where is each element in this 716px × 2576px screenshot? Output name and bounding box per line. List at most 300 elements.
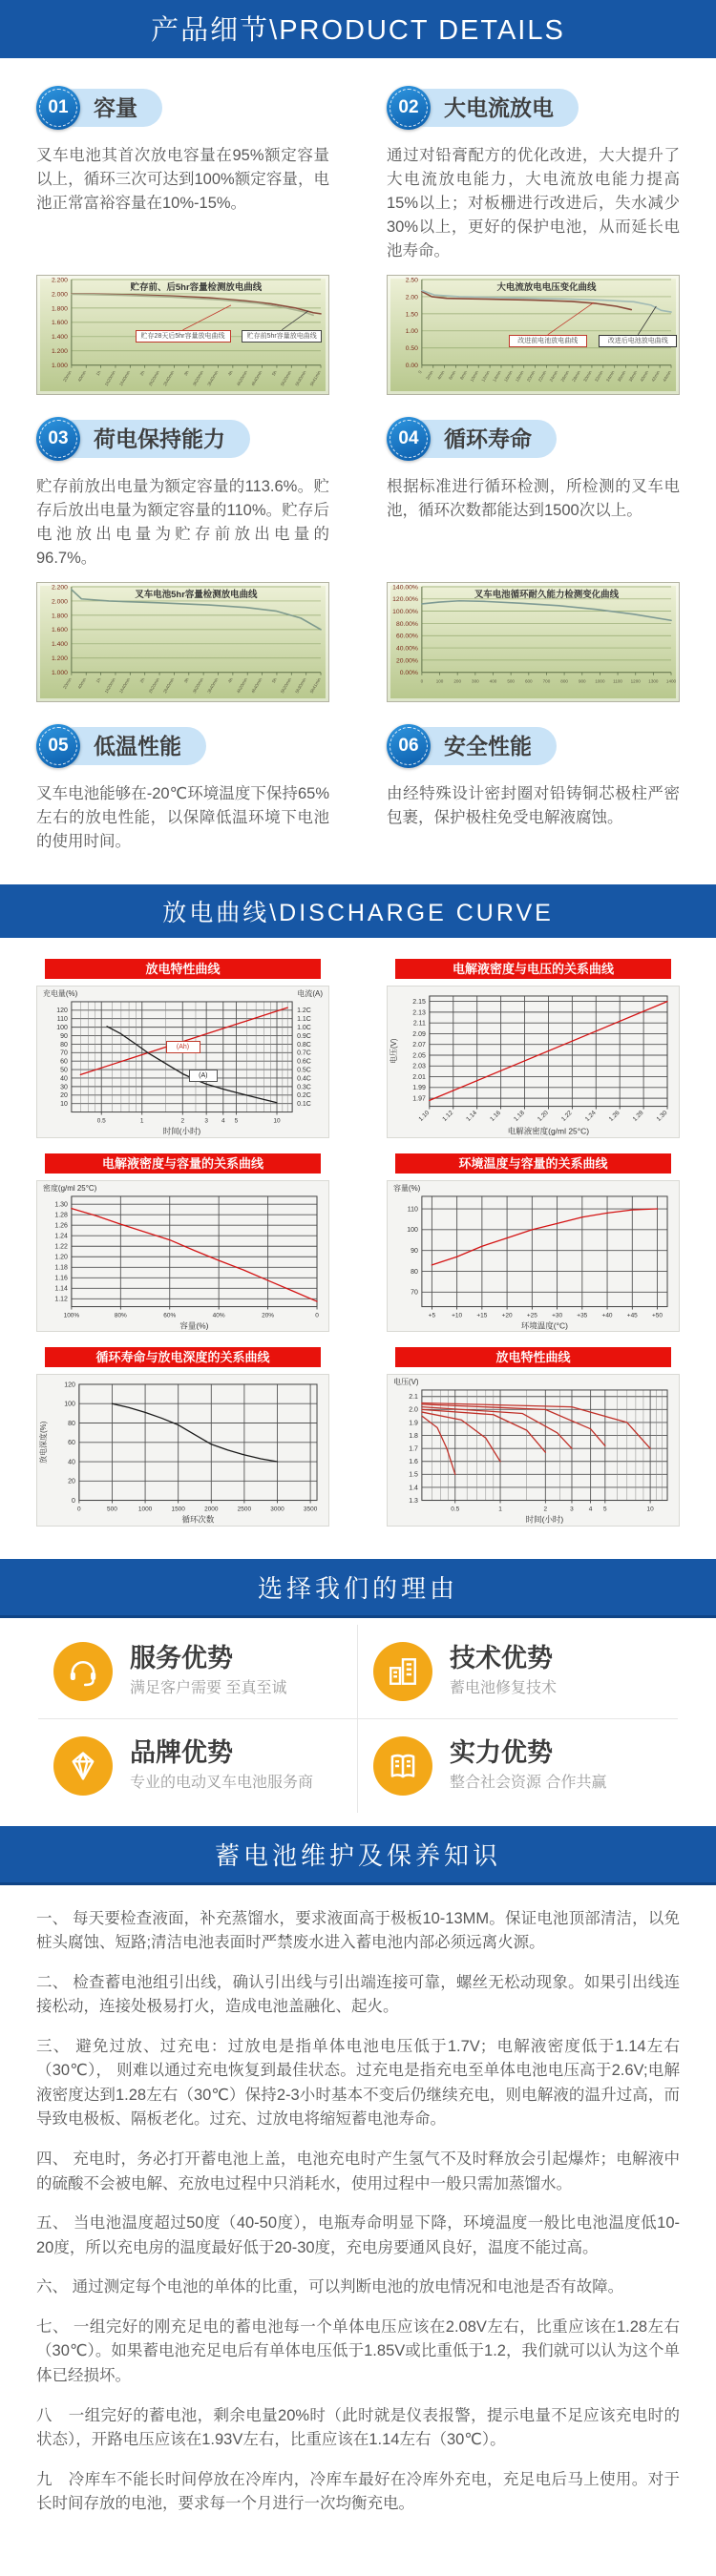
feature-number: 05 (48, 735, 69, 756)
svg-text:42min: 42min (650, 370, 662, 384)
chart-annotation: (Ah) (166, 1041, 200, 1053)
features-section (0, 58, 716, 884)
svg-text:密度(g/ml 25°C): 密度(g/ml 25°C) (42, 1183, 97, 1193)
chart-title-bar: 放电特性曲线 (45, 959, 321, 979)
feature-chart-slot (36, 275, 329, 403)
svg-text:1.22: 1.22 (54, 1243, 68, 1251)
advantage-title: 实力优势 (450, 1737, 553, 1767)
svg-text:5h20min: 5h20min (280, 676, 293, 695)
feature-description: 通过对铅膏配方的优化改进，大大提升了大电流放电能力，大电流放电能力提高15%以上；对板栅进行改进后，失水减少30%以上，更好的保护电池，从而延长电池寿命。 (387, 147, 680, 260)
svg-text:0.5: 0.5 (96, 1117, 106, 1125)
svg-text:800: 800 (560, 678, 568, 684)
svg-text:140.00%: 140.00% (392, 584, 418, 592)
svg-text:2.000: 2.000 (51, 291, 68, 299)
svg-text:4: 4 (588, 1506, 593, 1513)
discharge-chart-slot (36, 1374, 329, 1526)
svg-text:2.200: 2.200 (51, 277, 68, 284)
svg-text:0.00: 0.00 (405, 363, 418, 370)
feature-card (387, 710, 680, 865)
svg-text:3h40min: 3h40min (206, 676, 220, 695)
svg-text:2h40min: 2h40min (162, 676, 176, 695)
svg-text:2.05: 2.05 (412, 1052, 426, 1060)
svg-text:5h: 5h (270, 370, 278, 377)
chart-title-bar: 电解液密度与容量的关系曲线 (45, 1153, 321, 1174)
svg-text:3500: 3500 (303, 1506, 318, 1513)
svg-text:放电深度(%): 放电深度(%) (38, 1421, 48, 1464)
svg-text:18min: 18min (515, 370, 525, 384)
svg-text:0.3C: 0.3C (297, 1084, 311, 1091)
svg-text:电流(A): 电流(A) (297, 989, 324, 999)
svg-text:0.6C: 0.6C (297, 1058, 311, 1066)
feature-number: 03 (48, 427, 69, 448)
maintenance-item: 六、 通过测定每个电池的单体的比重，可以判断电池的放电情况和电池是否有故障。 (36, 2278, 624, 2296)
svg-text:100: 100 (435, 678, 444, 684)
feature-description: 由经特殊设计密封圈对铅铸铜芯极柱严密包裹，保护极柱免受电解液腐蚀。 (387, 784, 680, 826)
svg-text:40min: 40min (639, 370, 650, 384)
svg-text:1.26: 1.26 (54, 1222, 68, 1230)
advantage-item (358, 1625, 678, 1719)
svg-text:90: 90 (60, 1033, 68, 1041)
svg-text:0.2C: 0.2C (297, 1092, 311, 1100)
svg-text:28min: 28min (571, 370, 581, 384)
svg-text:4h20min: 4h20min (235, 370, 249, 387)
svg-text:1.24: 1.24 (54, 1233, 68, 1240)
svg-text:2.01: 2.01 (412, 1074, 426, 1082)
svg-text:38min: 38min (627, 370, 639, 384)
chart-title-bar: 环境温度与容量的关系曲线 (395, 1153, 671, 1174)
svg-text:电压(V): 电压(V) (392, 1378, 419, 1387)
svg-text:2.03: 2.03 (412, 1063, 426, 1070)
svg-text:+50: +50 (652, 1312, 663, 1319)
svg-text:6min: 6min (448, 370, 457, 382)
svg-text:2.000: 2.000 (51, 598, 68, 606)
svg-text:4h20min: 4h20min (235, 676, 249, 695)
svg-text:1.7: 1.7 (409, 1445, 418, 1453)
svg-text:80: 80 (60, 1041, 68, 1049)
svg-text:+10: +10 (452, 1312, 463, 1319)
discharge-chart (36, 986, 329, 1137)
maintenance-item: 二、 检查蓄电池组引出线，确认引出线与引出端连接可靠，螺丝无松动现象。如果引出线连接松动，连接处极易打火，造成电池盖融化、起火。 (36, 1973, 680, 2016)
svg-text:1h40min: 1h40min (118, 370, 132, 387)
svg-text:电解液密度(g/ml 25°C): 电解液密度(g/ml 25°C) (507, 1126, 590, 1136)
svg-text:2h20min: 2h20min (147, 676, 160, 695)
svg-text:80: 80 (411, 1268, 418, 1276)
svg-text:2.13: 2.13 (412, 1009, 426, 1017)
svg-text:1.400: 1.400 (51, 334, 68, 342)
advantage-title: 品牌优势 (130, 1737, 233, 1767)
svg-text:3: 3 (570, 1506, 574, 1513)
advantage-text (130, 1739, 313, 1793)
svg-text:3h40min: 3h40min (206, 370, 220, 387)
svg-text:10: 10 (646, 1506, 654, 1513)
advantage-title: 服务优势 (130, 1643, 233, 1672)
svg-text:1.18: 1.18 (54, 1264, 68, 1272)
diamond-icon (53, 1736, 113, 1796)
svg-text:1200: 1200 (630, 678, 641, 684)
svg-text:1.50: 1.50 (405, 311, 418, 319)
svg-text:1.1C: 1.1C (297, 1016, 311, 1024)
svg-text:60: 60 (60, 1058, 68, 1066)
svg-text:2h40min: 2h40min (162, 370, 176, 387)
discharge-chart-slot (36, 986, 329, 1137)
discharge-chart (36, 1180, 329, 1332)
discharge-chart-cell (36, 959, 329, 1137)
svg-text:时间(小时): 时间(小时) (525, 1514, 564, 1525)
svg-text:0.4C: 0.4C (297, 1075, 311, 1083)
svg-text:4: 4 (221, 1117, 225, 1125)
maintenance-item: 一、 每天要检查液面，补充蒸馏水，要求液面高于极板10-13MM。保证电池顶部清洁，以免桩头腐蚀、短路;清洁电池表面时严禁废水进入蓄电池内部必须远离火源。 (36, 1909, 680, 1952)
svg-text:40%: 40% (212, 1312, 225, 1319)
svg-text:环境温度(°C): 环境温度(°C) (520, 1320, 568, 1331)
svg-text:1: 1 (139, 1117, 144, 1125)
svg-text:44min: 44min (662, 370, 672, 384)
svg-text:2.00: 2.00 (405, 294, 418, 301)
feature-title: 循环寿命 (406, 420, 557, 458)
svg-text:90: 90 (411, 1247, 418, 1255)
header-discharge-curve-text: 放电曲线\DISCHARGE CURVE (162, 900, 554, 927)
discharge-chart-cell (36, 1347, 329, 1526)
svg-text:32min: 32min (594, 370, 604, 384)
svg-text:70: 70 (60, 1049, 68, 1057)
svg-text:30min: 30min (582, 370, 593, 384)
feature-number-badge (387, 724, 431, 768)
svg-text:80.00%: 80.00% (395, 621, 418, 629)
svg-text:1.200: 1.200 (51, 348, 68, 356)
svg-text:10: 10 (273, 1117, 281, 1125)
svg-text:5h30min: 5h30min (294, 676, 307, 695)
advantage-text (450, 1739, 606, 1793)
svg-text:1.600: 1.600 (51, 627, 68, 634)
svg-text:充电量(%): 充电量(%) (42, 989, 78, 999)
svg-text:200: 200 (453, 678, 462, 684)
svg-text:80: 80 (68, 1420, 75, 1427)
svg-text:5h30min: 5h30min (294, 370, 307, 387)
svg-text:600: 600 (524, 678, 533, 684)
svg-text:700: 700 (542, 678, 551, 684)
svg-text:1.800: 1.800 (51, 613, 68, 620)
svg-text:+25: +25 (526, 1312, 537, 1319)
svg-text:10: 10 (60, 1101, 68, 1109)
svg-text:0: 0 (417, 370, 423, 375)
advantages-grid (38, 1625, 678, 1813)
svg-text:1.8: 1.8 (409, 1433, 418, 1441)
svg-text:36min: 36min (616, 370, 627, 384)
discharge-chart (387, 1180, 680, 1332)
svg-text:1.97: 1.97 (412, 1095, 426, 1103)
svg-text:80%: 80% (114, 1312, 127, 1319)
svg-text:50: 50 (60, 1067, 68, 1074)
svg-text:100.00%: 100.00% (392, 609, 418, 616)
svg-text:时间(小时): 时间(小时) (162, 1126, 201, 1136)
svg-text:0: 0 (315, 1312, 319, 1319)
svg-text:1300: 1300 (648, 678, 659, 684)
maintenance-section (0, 1882, 716, 2576)
svg-text:40: 40 (68, 1459, 75, 1466)
advantage-title: 技术优势 (450, 1643, 553, 1672)
svg-text:5h41min: 5h41min (308, 676, 322, 695)
feature-title: 大电流放电 (406, 89, 579, 127)
svg-text:1.00: 1.00 (405, 328, 418, 336)
svg-text:5h20min: 5h20min (280, 370, 293, 387)
svg-text:0.7C: 0.7C (297, 1049, 311, 1057)
svg-text:1100: 1100 (613, 678, 622, 684)
svg-text:40: 40 (60, 1075, 68, 1083)
svg-text:3h: 3h (182, 370, 190, 377)
svg-text:1.000: 1.000 (51, 363, 68, 370)
discharge-chart-slot (387, 1374, 680, 1526)
discharge-chart-slot (36, 1180, 329, 1332)
discharge-chart-cell (387, 1153, 680, 1332)
header-product-details-text: 产品细节\PRODUCT DETAILS (151, 15, 565, 46)
feature-number: 04 (398, 427, 419, 448)
svg-text:大电流放电电压变化曲线: 大电流放电电压变化曲线 (496, 282, 597, 294)
svg-text:1h: 1h (95, 676, 102, 684)
svg-text:40min: 40min (76, 676, 88, 691)
svg-text:110: 110 (56, 1016, 68, 1024)
svg-text:12min: 12min (480, 370, 491, 384)
svg-text:0.50: 0.50 (405, 345, 418, 353)
svg-text:3h: 3h (182, 676, 190, 684)
advantages-section (0, 1615, 716, 1826)
svg-text:1.400: 1.400 (51, 641, 68, 649)
svg-text:1.20: 1.20 (537, 1110, 550, 1123)
feature-description: 叉车电池其首次放电容量在95%额定容量以上，循环三次可达到100%额定容量，电池正常富裕容量在10%-15%。 (36, 147, 329, 213)
svg-text:60.00%: 60.00% (395, 633, 418, 640)
svg-text:0.5C: 0.5C (297, 1067, 311, 1074)
svg-text:1h40min: 1h40min (118, 676, 132, 695)
svg-text:2: 2 (543, 1506, 548, 1513)
svg-text:1.99: 1.99 (412, 1085, 426, 1092)
svg-text:容量(%): 容量(%) (179, 1320, 209, 1331)
svg-text:40.00%: 40.00% (395, 645, 418, 653)
svg-text:0: 0 (77, 1506, 81, 1513)
svg-text:+40: +40 (601, 1312, 613, 1319)
chart-annotation: 贮存前5hr容量放电曲线 (242, 330, 322, 343)
svg-text:1.26: 1.26 (607, 1110, 621, 1123)
feature-card (36, 403, 329, 710)
svg-text:1.3: 1.3 (409, 1498, 418, 1506)
maintenance-item: 八 一组完好的蓄电池，剩余电量20%时（此时就是仪表报警，提示电量不足应该充电时的状态），开路电压应该在1.93V左右，比重应该在1.14左右（30℃）。 (36, 2406, 680, 2449)
svg-text:0.5: 0.5 (451, 1506, 460, 1513)
advantage-item (358, 1719, 678, 1813)
svg-text:+5: +5 (428, 1312, 436, 1319)
feature-chart (36, 275, 329, 395)
svg-text:0: 0 (71, 1498, 75, 1506)
svg-text:1.200: 1.200 (51, 655, 68, 663)
svg-text:1.30: 1.30 (655, 1110, 669, 1123)
feature-card (36, 710, 329, 865)
svg-text:1.14: 1.14 (465, 1110, 479, 1123)
advantage-subtitle: 蓄电池修复技术 (450, 1680, 558, 1697)
advantage-item (38, 1625, 358, 1719)
svg-text:4h: 4h (226, 676, 234, 684)
svg-text:100: 100 (56, 1025, 68, 1032)
svg-text:+35: +35 (577, 1312, 588, 1319)
feature-chart-slot (387, 582, 680, 710)
svg-text:16min: 16min (503, 370, 514, 384)
svg-text:2: 2 (180, 1117, 185, 1125)
discharge-chart-slot (387, 986, 680, 1137)
svg-text:1.0C: 1.0C (297, 1025, 311, 1032)
feature-card (36, 72, 329, 403)
svg-text:1500: 1500 (171, 1506, 185, 1513)
chart-annotation: 改进后电池放电曲线 (599, 335, 677, 347)
building-icon (373, 1642, 432, 1701)
chart-annotation: 改进前电池放电曲线 (509, 335, 587, 347)
maintenance-item: 三、 避免过放、过充电：过放电是指单体电池电压低于1.7V；电解液密度低于1.14左右（30℃）， 则难以通过充电恢复到最佳状态。过充电是指充电至单体电池电压高于2.6V;电解液密度达到1.28左右（30℃）保持2-3小时基本不变后仍继续充电，则电解液的温升过高，而导致电极板、隔板老化。过充、过放电将缩短蓄电池寿命。 (36, 2037, 680, 2129)
svg-text:1000: 1000 (137, 1506, 153, 1513)
svg-text:1.14: 1.14 (54, 1285, 68, 1293)
svg-text:电压(V): 电压(V) (389, 1038, 398, 1065)
advantage-subtitle: 整合社会资源 合作共赢 (450, 1775, 607, 1792)
svg-text:0.8C: 0.8C (297, 1041, 311, 1049)
feature-title: 容量 (55, 89, 162, 127)
svg-text:1.16: 1.16 (489, 1110, 503, 1123)
svg-text:8min: 8min (458, 370, 469, 382)
svg-text:1.000: 1.000 (51, 670, 68, 677)
svg-text:1.9: 1.9 (409, 1420, 418, 1427)
feature-chart (36, 582, 329, 702)
feature-number-badge (387, 86, 431, 130)
maintenance-item: 四、 充电时，务必打开蓄电池上盖，电池充电时产生氢气不及时释放会引起爆炸；电解液中的硫酸不会被电解、充放电过程中只消耗水，使用过程中一般只需加蒸馏水。 (36, 2150, 680, 2192)
header-maintenance (0, 1826, 716, 1882)
svg-text:2min: 2min (425, 370, 434, 382)
svg-text:30: 30 (60, 1084, 68, 1091)
advantage-subtitle: 专业的电动叉车电池服务商 (130, 1775, 314, 1792)
svg-text:20min: 20min (62, 370, 73, 384)
svg-text:110: 110 (407, 1206, 418, 1214)
feature-card (387, 403, 680, 710)
svg-text:循环次数: 循环次数 (181, 1514, 215, 1525)
feature-description: 贮存前放出电量为额定容量的113.6%。贮存后放出电量为额定容量的110%。贮存后电池放出电量为贮存前放出电量的96.7%。 (36, 477, 329, 568)
feature-badge (387, 416, 680, 462)
feature-number: 06 (398, 735, 419, 756)
svg-text:120: 120 (56, 1008, 68, 1015)
svg-text:1.12: 1.12 (441, 1110, 455, 1123)
feature-badge (387, 723, 680, 769)
header-why-choose-us-text: 选择我们的理由 (257, 1573, 458, 1603)
svg-text:2.09: 2.09 (412, 1030, 426, 1038)
header-product-details (0, 0, 716, 58)
chart-annotation: (A) (189, 1070, 218, 1082)
svg-text:1.16: 1.16 (54, 1275, 68, 1282)
maintenance-item: 九 冷库车不能长时间停放在冷库内，冷库车最好在冷库外充电，充足电后马上使用。对于长时间存放的电池，要求每一个月进行一次均衡充电。 (36, 2470, 680, 2513)
svg-text:叉车电池循环耐久能力检测变化曲线: 叉车电池循环耐久能力检测变化曲线 (474, 590, 620, 601)
svg-text:1.20: 1.20 (54, 1254, 68, 1261)
svg-text:+15: +15 (476, 1312, 488, 1319)
discharge-chart (387, 1374, 680, 1526)
feature-chart (387, 275, 680, 395)
svg-text:3h20min: 3h20min (191, 676, 205, 695)
svg-text:1.10: 1.10 (417, 1110, 432, 1123)
chart-title-bar: 放电特性曲线 (395, 1347, 671, 1367)
feature-number: 01 (48, 97, 69, 117)
svg-text:2.1: 2.1 (409, 1394, 418, 1402)
svg-text:10min: 10min (469, 370, 480, 384)
svg-text:+20: +20 (501, 1312, 513, 1319)
feature-chart (387, 582, 680, 702)
features-grid (36, 72, 680, 865)
feature-badge (387, 85, 680, 131)
svg-text:+30: +30 (552, 1312, 563, 1319)
svg-text:22min: 22min (537, 370, 548, 384)
advantage-text (130, 1645, 286, 1698)
svg-text:2000: 2000 (204, 1506, 219, 1513)
discharge-section (0, 938, 716, 1558)
svg-text:2500: 2500 (237, 1506, 252, 1513)
svg-text:300: 300 (472, 678, 479, 684)
svg-text:2h20min: 2h20min (147, 370, 160, 387)
chart-annotation: 贮存28天后5hr容量放电曲线 (136, 330, 231, 343)
svg-text:2h: 2h (138, 370, 146, 377)
svg-text:0.9C: 0.9C (297, 1033, 311, 1041)
feature-number-badge (36, 724, 80, 768)
svg-text:2.15: 2.15 (412, 999, 426, 1007)
svg-text:+45: +45 (626, 1312, 638, 1319)
header-maintenance-text: 蓄电池维护及保养知识 (214, 1840, 501, 1870)
svg-text:0.00%: 0.00% (399, 670, 418, 677)
chart-title-bar: 电解液密度与电压的关系曲线 (395, 959, 671, 979)
svg-text:900: 900 (578, 678, 586, 684)
svg-text:20: 20 (60, 1092, 68, 1100)
advantage-text (450, 1645, 557, 1698)
svg-text:400: 400 (489, 678, 497, 684)
svg-text:1h: 1h (95, 370, 102, 377)
svg-text:容量(%): 容量(%) (392, 1183, 421, 1193)
feature-description: 叉车电池能够在-20℃环境温度下保持65%左右的放电性能，以保障低温环境下电池的使用时间。 (36, 784, 329, 851)
svg-text:4h40min: 4h40min (250, 676, 263, 695)
discharge-chart-slot (387, 1180, 680, 1332)
svg-text:1400: 1400 (665, 678, 677, 684)
svg-text:24min: 24min (548, 370, 559, 384)
svg-text:4h: 4h (226, 370, 234, 377)
svg-text:60%: 60% (163, 1312, 177, 1319)
svg-text:26min: 26min (559, 370, 571, 384)
feature-badge (36, 85, 329, 131)
svg-text:20: 20 (68, 1478, 75, 1485)
svg-text:5h41min: 5h41min (308, 370, 322, 387)
svg-text:叉车电池5hr容量检测放电曲线: 叉车电池5hr容量检测放电曲线 (135, 590, 258, 601)
svg-text:1.24: 1.24 (583, 1110, 598, 1123)
svg-text:34min: 34min (604, 370, 616, 384)
svg-text:3h20min: 3h20min (191, 370, 205, 387)
svg-text:2.11: 2.11 (412, 1020, 426, 1028)
maintenance-item: 七、 一组完好的刚充足电的蓄电池每一个单体电压应该在2.08V左右，比重应该在1.28左右（30℃）。如果蓄电池充足电后有单体电压低于1.85V或比重低于1.2，我们就可以认为这个单体已经损坏。 (36, 2317, 680, 2384)
header-discharge-curve (0, 884, 716, 938)
svg-text:100: 100 (64, 1401, 75, 1408)
svg-text:20min: 20min (62, 676, 73, 691)
advantage-item (38, 1719, 358, 1813)
advantage-subtitle: 满足客户需要 至真至诚 (130, 1680, 287, 1697)
svg-text:0.1C: 0.1C (297, 1101, 311, 1109)
svg-text:贮存前、后5hr容量检测放电曲线: 贮存前、后5hr容量检测放电曲线 (130, 282, 263, 294)
svg-text:1.28: 1.28 (631, 1110, 645, 1123)
svg-text:1.4: 1.4 (409, 1485, 418, 1492)
discharge-grid (36, 959, 680, 1541)
feature-title: 安全性能 (406, 727, 557, 765)
svg-text:100: 100 (407, 1226, 418, 1234)
svg-text:500: 500 (507, 678, 515, 684)
feature-title: 荷电保持能力 (55, 420, 250, 458)
svg-text:1.12: 1.12 (54, 1296, 68, 1303)
svg-text:1: 1 (498, 1506, 502, 1513)
svg-text:1.30: 1.30 (54, 1201, 68, 1209)
svg-text:60: 60 (68, 1440, 75, 1447)
discharge-chart (36, 1374, 329, 1526)
svg-text:1.6: 1.6 (409, 1459, 418, 1466)
svg-text:1.600: 1.600 (51, 320, 68, 327)
feature-number-badge (36, 417, 80, 461)
